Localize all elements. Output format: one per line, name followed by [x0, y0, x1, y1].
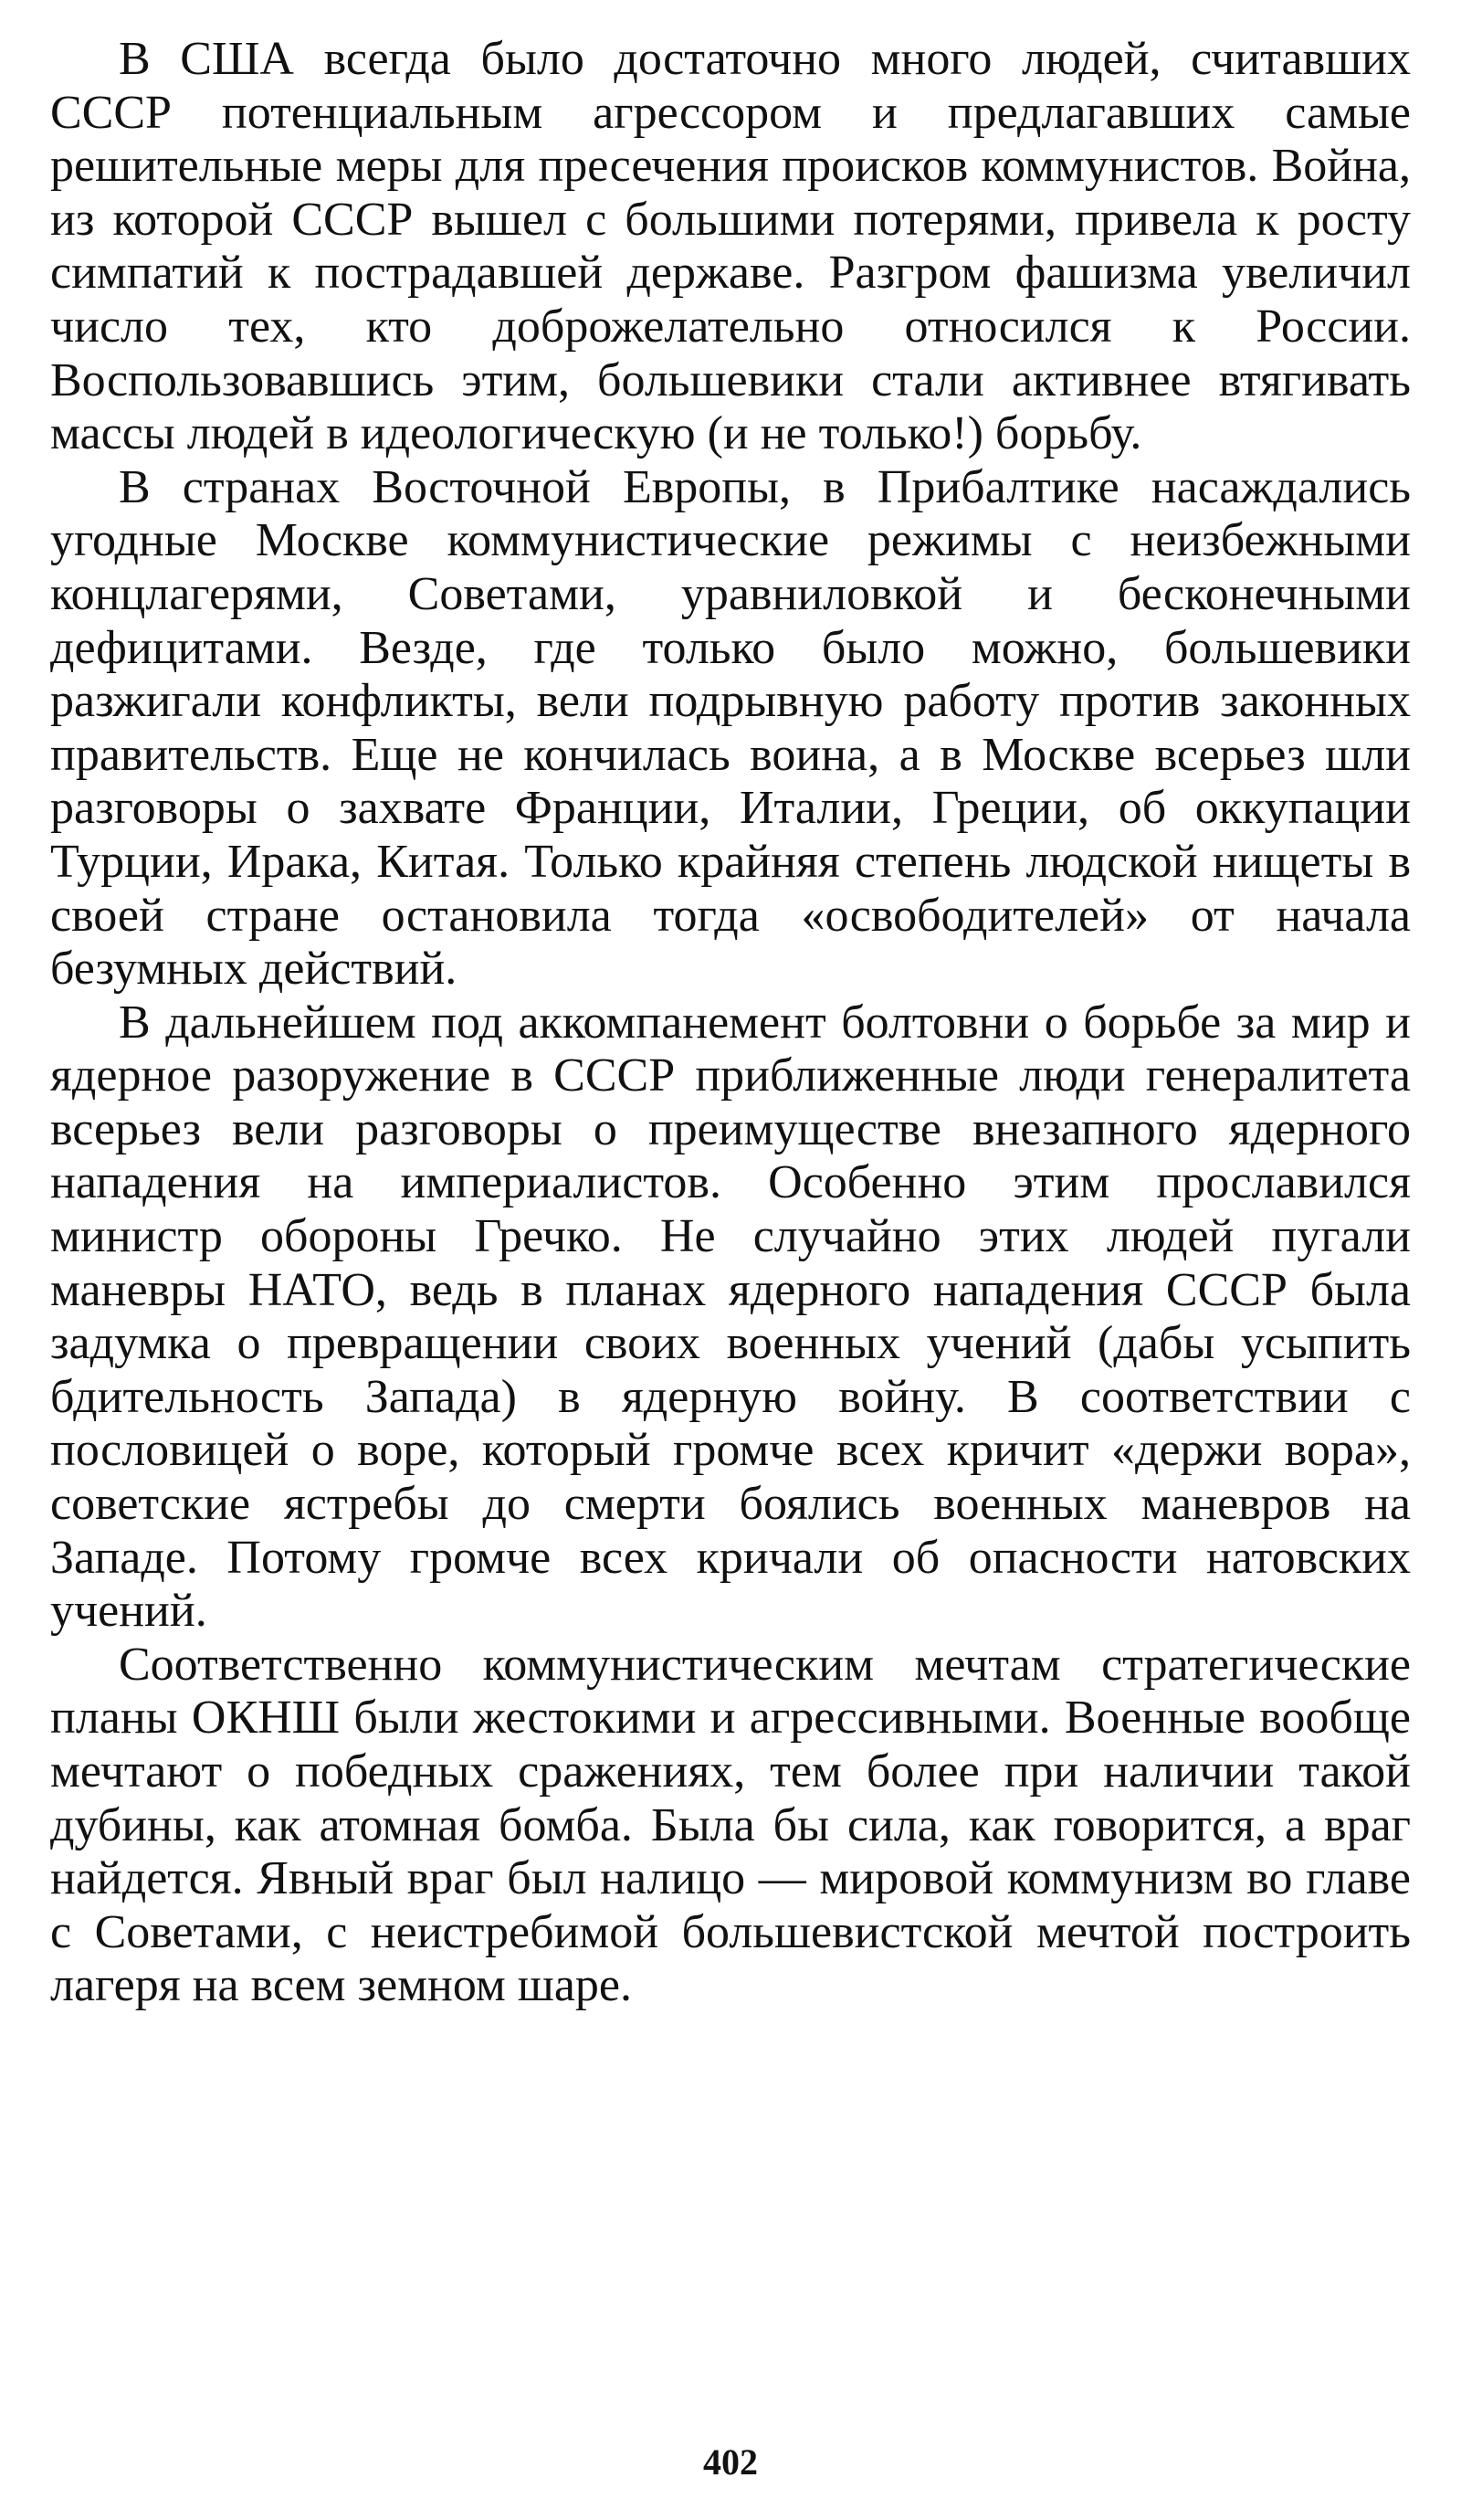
paragraph-3: В дальнейшем под аккомпанемент болтовни о борьбе за мир и ядерное разоружение в СССР приближенные люди генералитета всерьез вели разговоры о преимуществе внезапного ядерного нападения на империалистов. Особенно этим прославился министр обороны Гречко. Не случайно этих людей пугали маневры НАТО, ведь в планах ядерного нападения СССР была задумка о превращении своих военных учений (дабы усыпить бдительность Запада) в ядерную войну. В соответствии с пословицей о воре, который громче всех кричит «держи вора», советские ястребы до смерти боялись военных маневров на Западе. Потому громче всех кричали об опасности натовских учений. [50, 996, 1411, 1638]
paragraph-1: В США всегда было достаточно много людей, считавших СССР потенциальным агрессором и предлагавших самые решительные меры для пресечения происков коммунистов. Война, из которой СССР вышел с большими потерями, привела к росту симпатий к пострадавшей державе. Разгром фашизма увеличил число тех, кто доброжелательно относился к России. Воспользовавшись этим, большевики стали активнее втягивать массы людей в идеологическую (и не только!) борьбу. [50, 33, 1411, 460]
page-number: 402 [703, 2441, 758, 2483]
paragraph-4: Соответственно коммунистическим мечтам стратегические планы ОКНШ были жестокими и агрессивными. Военные вообще мечтают о победных сражениях, тем более при наличии такой дубины, как атомная бомба. Была бы сила, как говорится, а враг найдется. Явный враг был налицо — мировой коммунизм во главе с Советами, с неистребимой большевистской мечтой построить лагеря на всем земном шаре. [50, 1638, 1411, 2012]
paragraph-2: В странах Восточной Европы, в Прибалтике насаждались угодные Москве коммунистические режимы с неизбежными концлагерями, Советами, уравниловкой и бесконечными дефицитами. Везде, где только было можно, большевики разжигали конфликты, вели подрывную работу против законных правительств. Еще не кончилась воина, а в Москве всерьез шли разговоры о захвате Франции, Италии, Греции, об оккупации Турции, Ирака, Китая. Только крайняя степень людской нищеты в своей стране остановила тогда «освободителей» от начала безумных действий. [50, 460, 1411, 996]
page-body [50, 33, 1411, 2013]
